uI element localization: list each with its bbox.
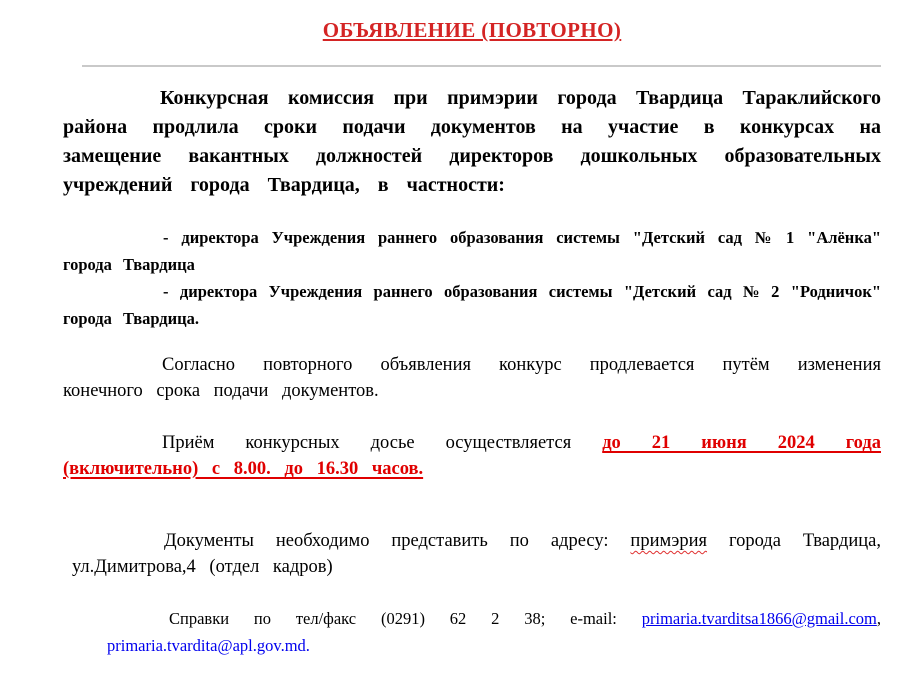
page-title (63, 16, 881, 44)
contacts-separator-text: , (876, 609, 881, 628)
contacts-paragraph (107, 605, 881, 659)
list-item-kindergarten-2: - директора Учреждения раннего образования системы "Детский сад № 2 "Родничок" города Твардица. (63, 282, 881, 328)
address-prefix-text: Документы необходимо представить по адресу: (164, 531, 631, 551)
contacts-prefix-text: Справки по тел/факс (0291) 62 2 38; e-mail: (169, 609, 642, 628)
intro-paragraph: Конкурсная комиссия при примэрии города Твардица Тараклийского района продлила сроки подачи документов на участие в конкурсах на замещение вакантных должностей директоров дошкольных образовательных учреждений города Твардица, в частности: (63, 87, 881, 196)
list-item-kindergarten-1: - директора Учреждения раннего образования системы "Детский сад № 1 "Алёнка" города Твардица (63, 228, 881, 274)
horizontal-divider (82, 65, 881, 67)
extension-paragraph: Согласно повторного объявления конкурс продлевается путём изменения конечного срока подачи документов. (63, 355, 881, 401)
deadline-paragraph (63, 430, 881, 482)
deadline-prefix-text: Приём конкурсных досье осуществляется (162, 433, 603, 453)
deadline-emphasis-text: до 21 июня 2024 года (включительно) с 8.00. до 16.30 часов. (63, 433, 881, 479)
address-suffix-text: города Твардица, ул.Димитрова,4 (отдел кадров) (72, 531, 881, 577)
contacts-end-text: . (305, 636, 310, 655)
spellchecked-word: примэрия (630, 531, 708, 551)
email-link-gov[interactable]: primaria.tvardita@apl.gov.md (107, 636, 306, 655)
page-title-text: ОБЪЯВЛЕНИЕ (ПОВТОРНО) (322, 18, 622, 42)
address-paragraph (72, 528, 881, 580)
email-link-gmail[interactable]: primaria.tvarditsa1866@gmail.com (641, 609, 877, 628)
